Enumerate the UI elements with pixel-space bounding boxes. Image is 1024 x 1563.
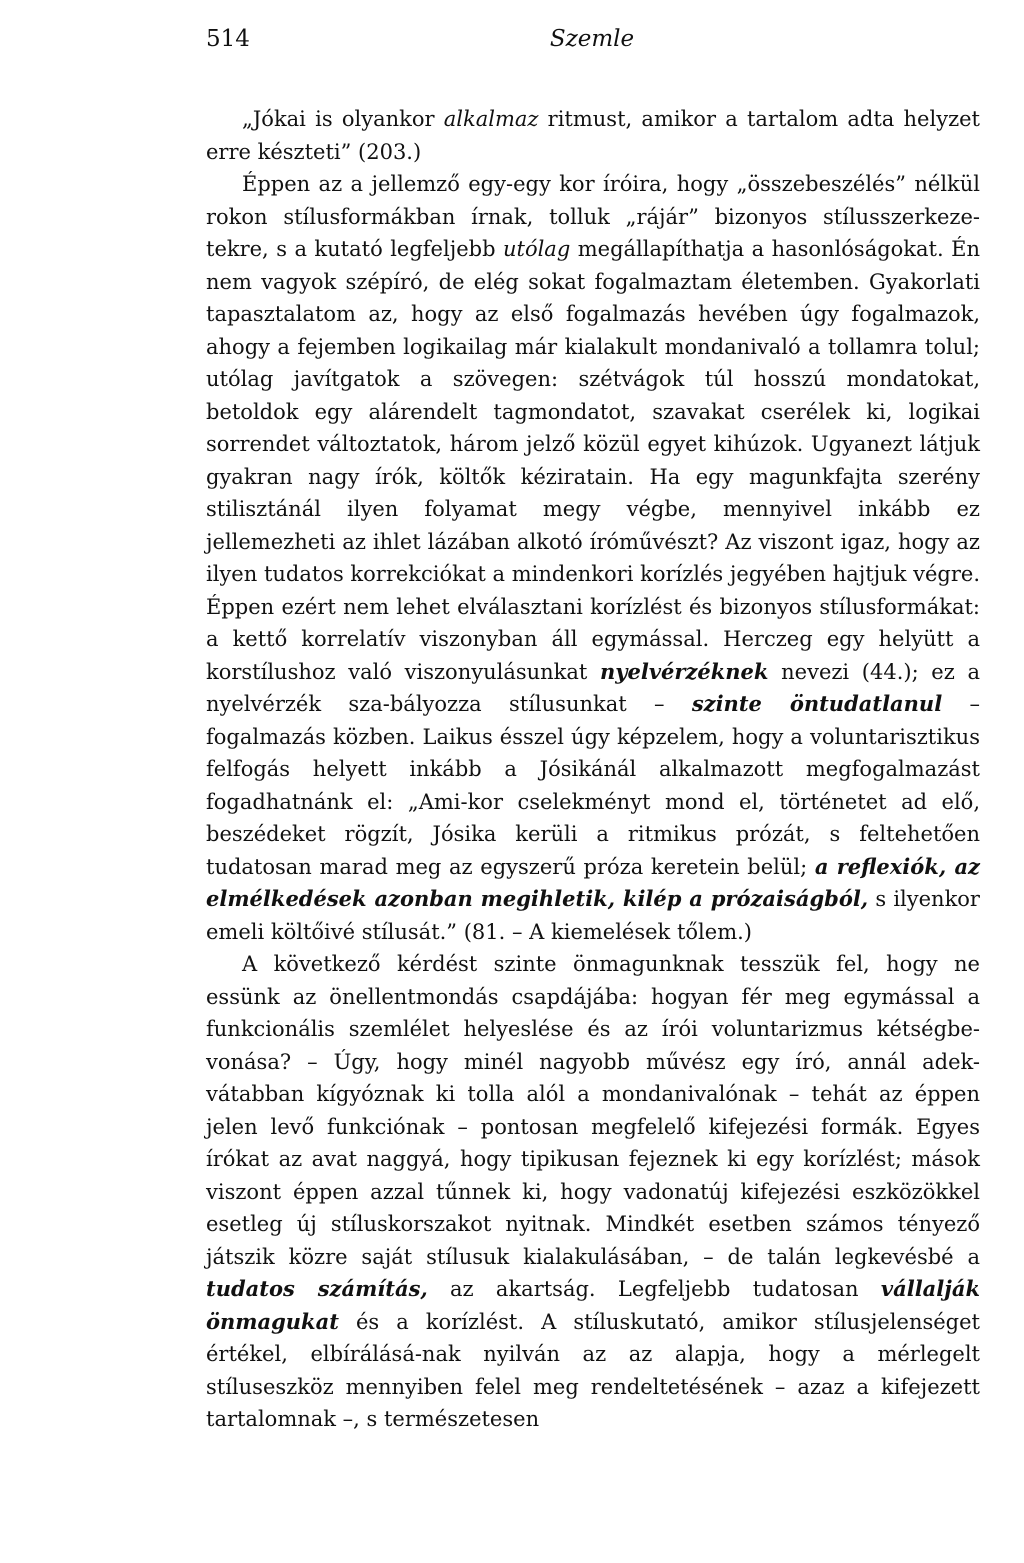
paragraph-2-text-a: Éppen az a jellemző egy-egy kor íróira, hogy „összebeszélés” nélkül rokon stílusformákban írnak, tolluk „rájár” bizonyos stílusszerkeze-tekre, s a kutató legfeljebb [206,172,980,261]
running-title: Szemle [549,26,635,52]
paragraph-2-emphasis-reflexiok: a reflexiók, az elmélkedések azonban megihletik, kilép a prózaiságból, [206,853,980,911]
paragraph-3 [206,948,980,1436]
paragraph-3-emphasis-vallaljak: vállalják önmagukat [206,1276,981,1334]
page-number: 514 [206,26,250,52]
paragraph-2 [206,168,980,948]
paragraph-2-text-e: nevezi (44.); ez a nyelvérzék sza-bályozza stílusunkat – [206,659,980,716]
paragraph-3-text-e: és a korízlést. A stíluskutató, amikor stílusjelenséget értékel, elbírálásá-nak nyilván az az alapja, hogy a mérlegelt stíluseszköz mennyiben felel meg rendeltetésének – azaz a kifejezett tartalomnak –, s természetesen [206,1309,980,1431]
paragraph-2-emphasis-utolag: utólag [502,237,571,261]
paragraph-2-emphasis-szinte: szinte öntudatlanul [691,691,943,716]
paragraph-1-emphasis: alkalmaz [443,107,539,131]
paragraph-2-text-i: s ilyenkor emeli költőivé stílusát.” (81. – A kiemelések tőlem.) [206,887,980,944]
paragraph-2-emphasis-nyelverzeknek: nyelvérzéknek [600,658,769,684]
paragraph-1 [206,103,980,168]
paragraph-1-text-a: „Jókai is olyankor [242,107,444,131]
paragraph-3-text-c: az akartság. Legfeljebb tudatosan [427,1277,881,1301]
paragraph-2-text-c: megállapíthatja a hasonlóságokat. Én nem vagyok szépíró, de elég sokat fogalmaztam életemben. Gyakorlati tapasztalatom az, hogy az első fogalmazás hevében úgy fogalmazok, ahogy a fejemben logikailag már kialakult mondanivaló a tollamra tolul; utólag javítgatok a szövegen: szétvágok túl hosszú mondatokat, betoldok egy alárendelt tagmondatot, szavakat cserélek ki, logikai sorrendet változtatok, három jelző közül egyet kihúzok. Ugyanezt látjuk gyakran nagy írók, költők kéziratain. Ha egy magunkfajta szerény stilisztánál ilyen folyamat megy végbe, mennyivel inkább ez jellemezheti az ihlet lázában alkotó íróművészt? Az viszont igaz, hogy az ilyen tudatos korrekciókat a mindenkori korízlés jegyében hajtjuk végre. Éppen ezért nem lehet elválasztani korízlést és bizonyos stílusformákat: a kettő korrelatív viszonyban áll egymással. Herczeg egy helyütt a korstílushoz való viszonyulásunkat [206,237,980,684]
article-body [206,103,980,1436]
paragraph-1-text-c: ritmust, amikor a tartalom adta helyzet erre készteti” (203.) [206,107,980,164]
paragraph-3-emphasis-tudatos: tudatos számítás, [206,1276,428,1301]
paragraph-3-text-a: A következő kérdést szinte önmagunknak tesszük fel, hogy ne essünk az önellentmondás csapdájába: hogyan fér meg egymással a funkcionális szemlélet helyeslése és az írói voluntarizmus kétségbe-vonása? – Úgy, hogy minél nagyobb művész egy író, annál adek-vátabban kígyóznak ki tolla alól a mondanivalónak – tehát az éppen jelen levő funkciónak – pontosan megfelelő kifejezési formák. Egyes írókat az avat naggyá, hogy tipikusan fejeznek ki egy korízlést; mások viszont éppen azzal tűnnek ki, hogy vadonatúj kifejezési eszközökkel esetleg új stíluskorszakot nyitnak. Mindkét esetben számos tényező játszik közre saját stílusuk kialakulásában, – de talán legkevésbé a [206,952,980,1269]
paragraph-2-text-g: – fogalmazás közben. Laikus ésszel úgy képzelem, hogy a voluntarisztikus felfogás helyett inkább a Jósikánál alkalmazott megfogalmazást fogadhatnánk el: „Ami-kor cselekményt mond el, történetet ad elő, beszédeket rögzít, Jósika kerüli a ritmikus prózát, s feltehetően tudatosan marad meg az egyszerű próza keretein belül; [206,692,980,879]
page-header [206,26,978,66]
